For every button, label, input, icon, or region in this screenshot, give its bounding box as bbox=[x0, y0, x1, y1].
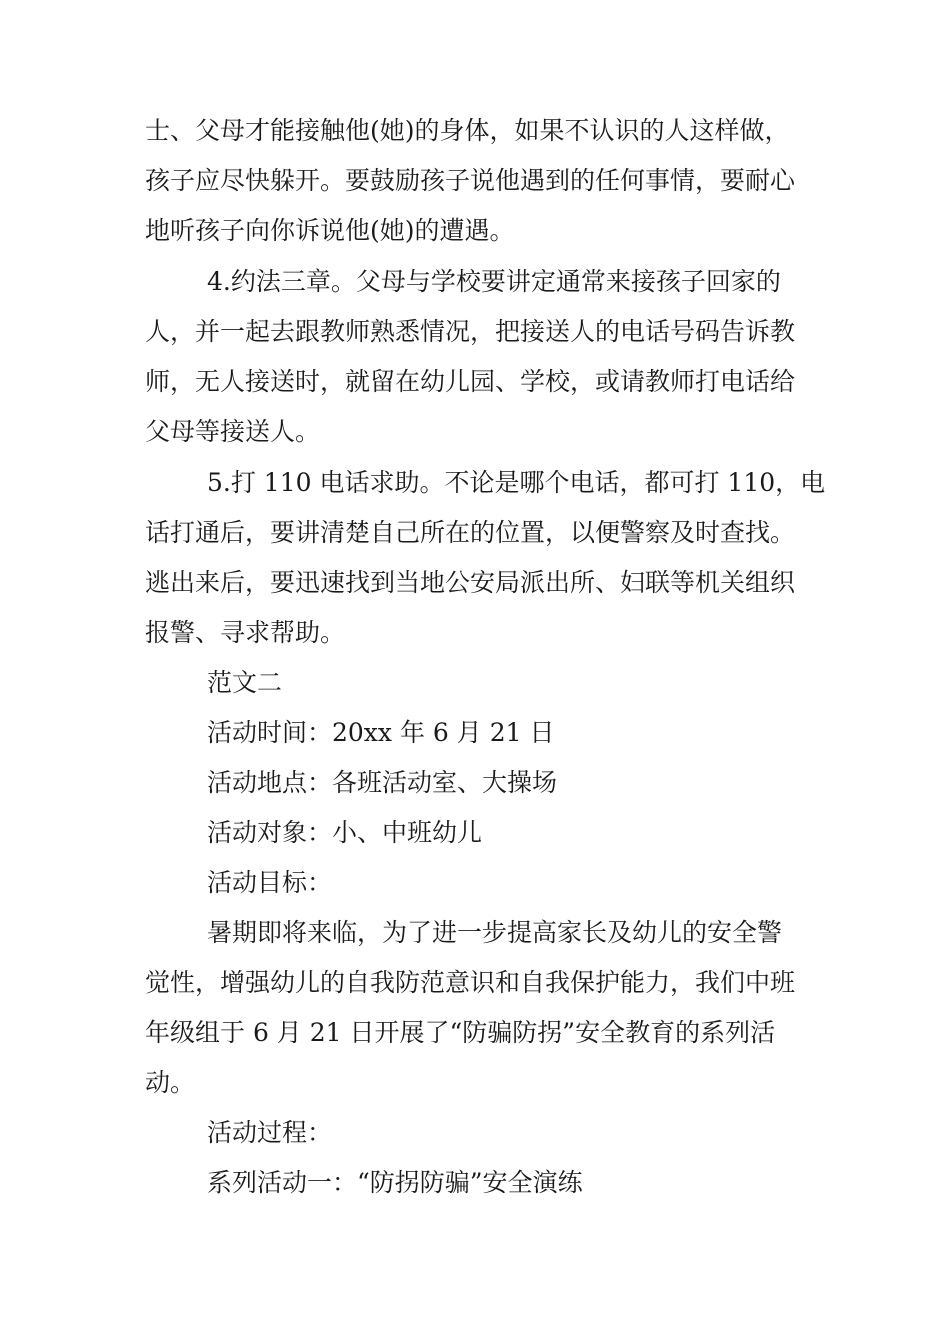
text-line-9: 话打通后，要讲清楚自己所在的位置，以便警察及时查找。 bbox=[145, 518, 796, 547]
section-heading: 范文二 bbox=[207, 668, 283, 697]
text-line-7: 父母等接送人。 bbox=[145, 417, 321, 446]
text-line-18: 觉性，增强幼儿的自我防范意识和自我保护能力，我们中班 bbox=[145, 968, 796, 997]
text-line-1: 士、父母才能接触他(她)的身体，如果不认识的人这样做， bbox=[145, 116, 790, 145]
text-line-20: 动。 bbox=[145, 1068, 196, 1097]
text-line-17: 暑期即将来临，为了进一步提高家长及幼儿的安全警 bbox=[207, 918, 783, 947]
series-activity-one: 系列活动一：“防拐防骗”安全演练 bbox=[207, 1168, 583, 1197]
text-line-5: 人，并一起去跟教师熟悉情况，把接送人的电话号码告诉教 bbox=[145, 317, 796, 346]
text-line-3: 地听孩子向你诉说他(她)的遭遇。 bbox=[145, 216, 515, 245]
activity-location: 活动地点：各班活动室、大操场 bbox=[207, 768, 558, 797]
activity-audience: 活动对象：小、中班幼儿 bbox=[207, 818, 483, 847]
activity-time: 活动时间：20xx 年 6 月 21 日 bbox=[207, 718, 555, 747]
text-line-8: 5.打 110 电话求助。不论是哪个电话，都可打 110，电 bbox=[207, 468, 826, 497]
text-line-19: 年级组于 6 月 21 日开展了“防骗防拐”安全教育的系列活 bbox=[145, 1018, 776, 1047]
text-line-4: 4.约法三章。父母与学校要讲定通常来接孩子回家的 bbox=[207, 267, 781, 296]
activity-goal-label: 活动目标： bbox=[207, 868, 333, 897]
text-line-11: 报警、寻求帮助。 bbox=[145, 618, 346, 647]
activity-process-label: 活动过程： bbox=[207, 1118, 333, 1147]
text-line-2: 孩子应尽快躲开。要鼓励孩子说他遇到的任何事情，要耐心 bbox=[145, 166, 796, 195]
text-line-10: 逃出来后，要迅速找到当地公安局派出所、妇联等机关组织 bbox=[145, 568, 796, 597]
text-line-6: 师，无人接送时，就留在幼儿园、学校，或请教师打电话给 bbox=[145, 367, 796, 396]
